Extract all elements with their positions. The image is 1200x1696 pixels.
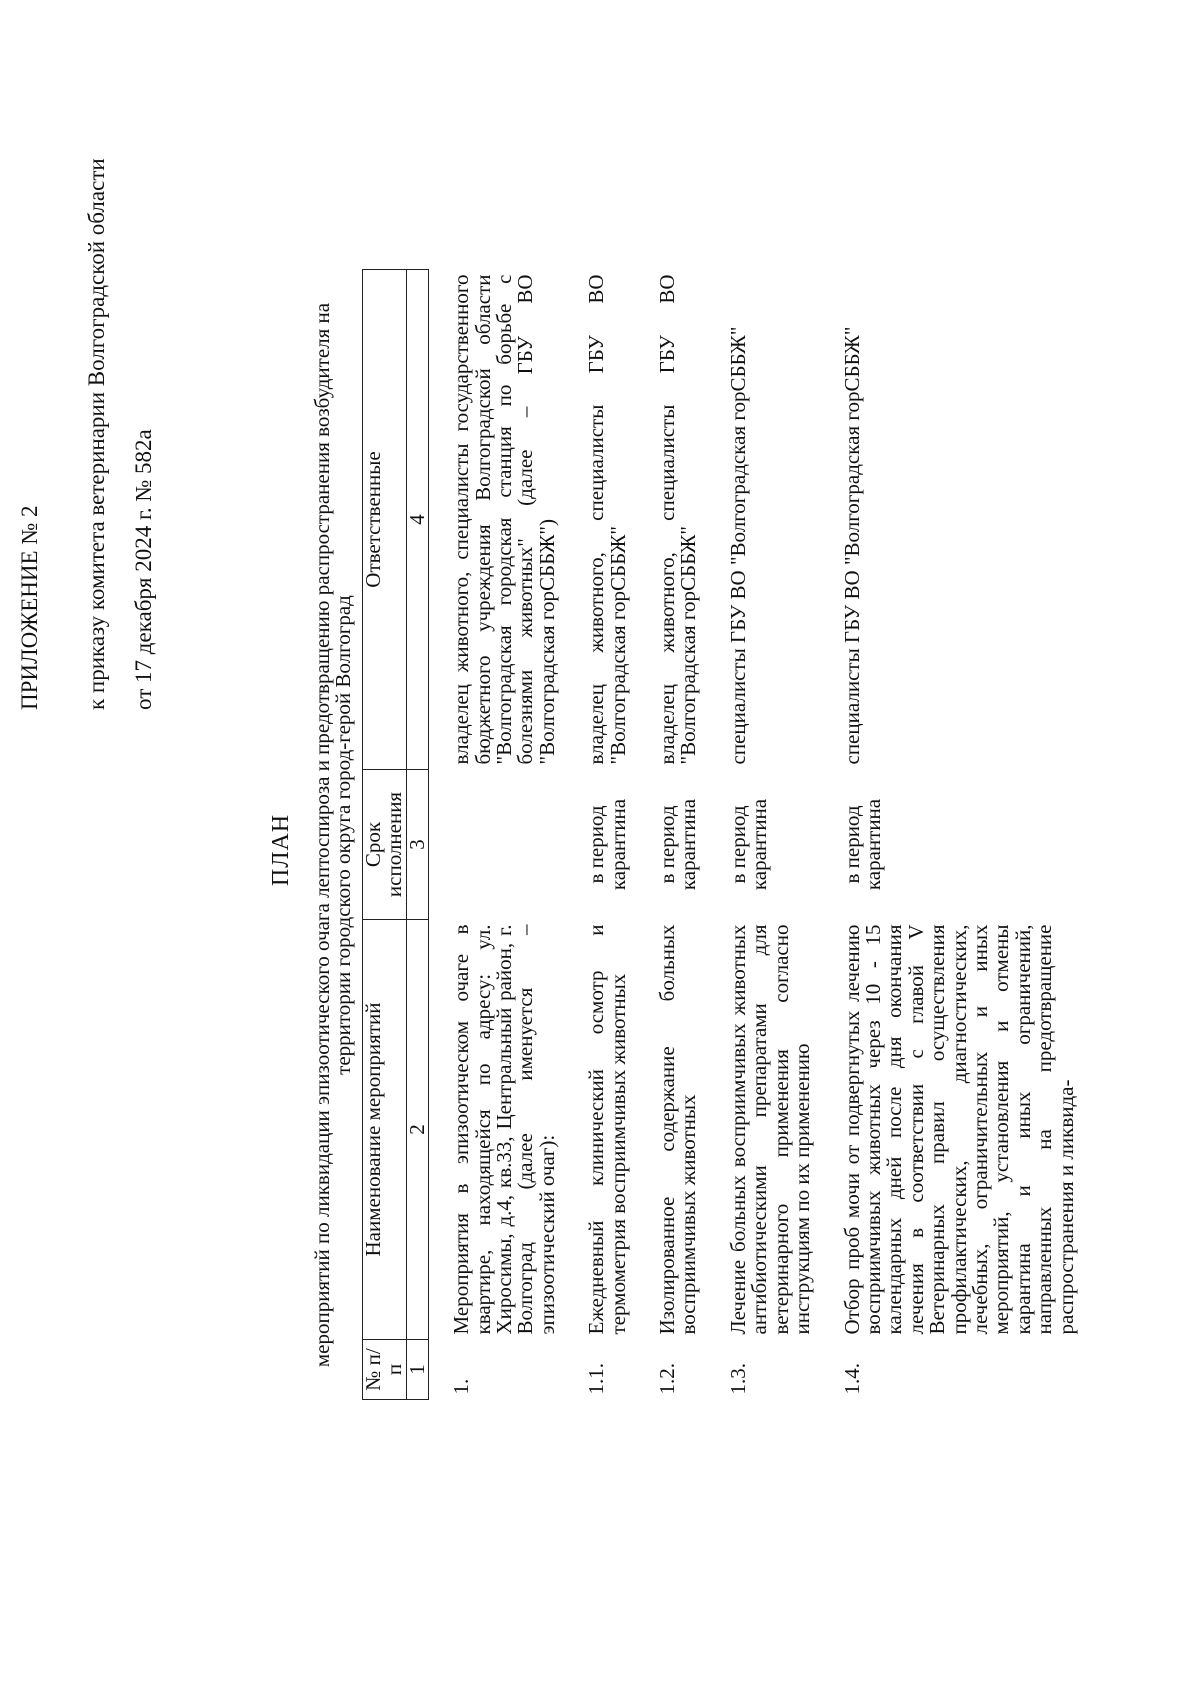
- header-responsible: Ответственные: [363, 270, 407, 770]
- table-row: [451, 270, 586, 1400]
- annex-subtitle: к приказу комитета ветеринарии Волгоградской области: [83, 158, 109, 710]
- landscape-sheet: [0, 20, 1200, 1680]
- row-activity: Отбор проб мочи от подвергнутых лечению восприимчивых животных через 10 - 15 календарных дней после дня окончания лечения в соответствии с главой V Ветеринарных правил осуществления профилактических, диагностических, лечебных, ограничительных и иных мероприятий, установления и отмены карантина и иных ограничений, направленных на предотвращение распространения и ликвида-: [839, 924, 1078, 1335]
- plan-description: мероприятий по ликвидации эпизоотического очага лептоспироза и предотвращению распространения возбудителя на территории городского округа город-герой Волгоград: [310, 302, 356, 1368]
- annex-date-line: от 17 декабря 2024 г. № 582а: [130, 429, 156, 710]
- row-number: 1.4.: [839, 1363, 864, 1395]
- row-responsible: владелец животного, специалисты ГБУ ВО "Волгоградская горСББЖ": [655, 274, 701, 765]
- row-term: [451, 770, 586, 920]
- row-term: в период карантина: [584, 798, 630, 891]
- row-term: в период карантина: [655, 798, 701, 891]
- plan-table: [362, 269, 1105, 1400]
- row-term: в период карантина: [725, 798, 772, 891]
- header-number: № п/п: [363, 1340, 407, 1400]
- header-term: Срок исполнения: [363, 770, 407, 920]
- row-number: 1.2.: [655, 1363, 680, 1395]
- row-term: в период карантина: [839, 798, 885, 891]
- row-activity: Изолированное содержание больных восприимчивых животных: [655, 924, 701, 1335]
- row-responsible: специалисты ГБУ ВО "Волгоградская горСББЖ": [839, 326, 864, 765]
- annex-header: [18, 150, 156, 710]
- row-responsible: владелец животного, специалисты ГБУ ВО "Волгоградская горСББЖ": [584, 274, 630, 765]
- row-activity: Лечение больных восприимчивых животных антибиотическими препаратами для ветеринарного применения согласно инструкциям по их применению: [725, 924, 815, 1335]
- table-row: [842, 270, 1105, 1400]
- row-number: 1.3.: [725, 1363, 750, 1395]
- table-column-numbers-row: [406, 270, 428, 1400]
- table-row: [586, 270, 657, 1400]
- row-number: 1.1.: [584, 1363, 609, 1395]
- row-number: 1.: [449, 1378, 474, 1395]
- table-header-row: [363, 270, 407, 1400]
- row-activity: Ежедневный клинический осмотр и термометрия восприимчивых животных: [584, 924, 630, 1335]
- row-responsible: владелец животного, специалисты государственного бюджетного учреждения Волгоградской области "Волгоградская городская станция по борьбе с болезнями животных" (далее – ГБУ ВО "Волгоградская горСББЖ"): [449, 274, 559, 765]
- annex-title: ПРИЛОЖЕНИЕ № 2: [17, 505, 42, 710]
- row-activity: Мероприятия в эпизоотическом очаге в квартире, находящейся по адресу: ул. Хиросимы, д.4, кв.33, Центральный район, г. Волгоград (далее именуется – эпизоотический очаг):: [449, 924, 559, 1335]
- header-activity: Наименование мероприятий: [363, 920, 407, 1340]
- column-number: 3: [406, 770, 428, 920]
- plan-title: ПЛАН: [268, 813, 294, 887]
- column-number: 1: [406, 1340, 428, 1400]
- table-row: [728, 270, 842, 1400]
- table-row: [657, 270, 728, 1400]
- row-responsible: специалисты ГБУ ВО "Волгоградская горСББЖ": [725, 326, 750, 765]
- column-number: 4: [406, 270, 428, 770]
- column-number: 2: [406, 920, 428, 1340]
